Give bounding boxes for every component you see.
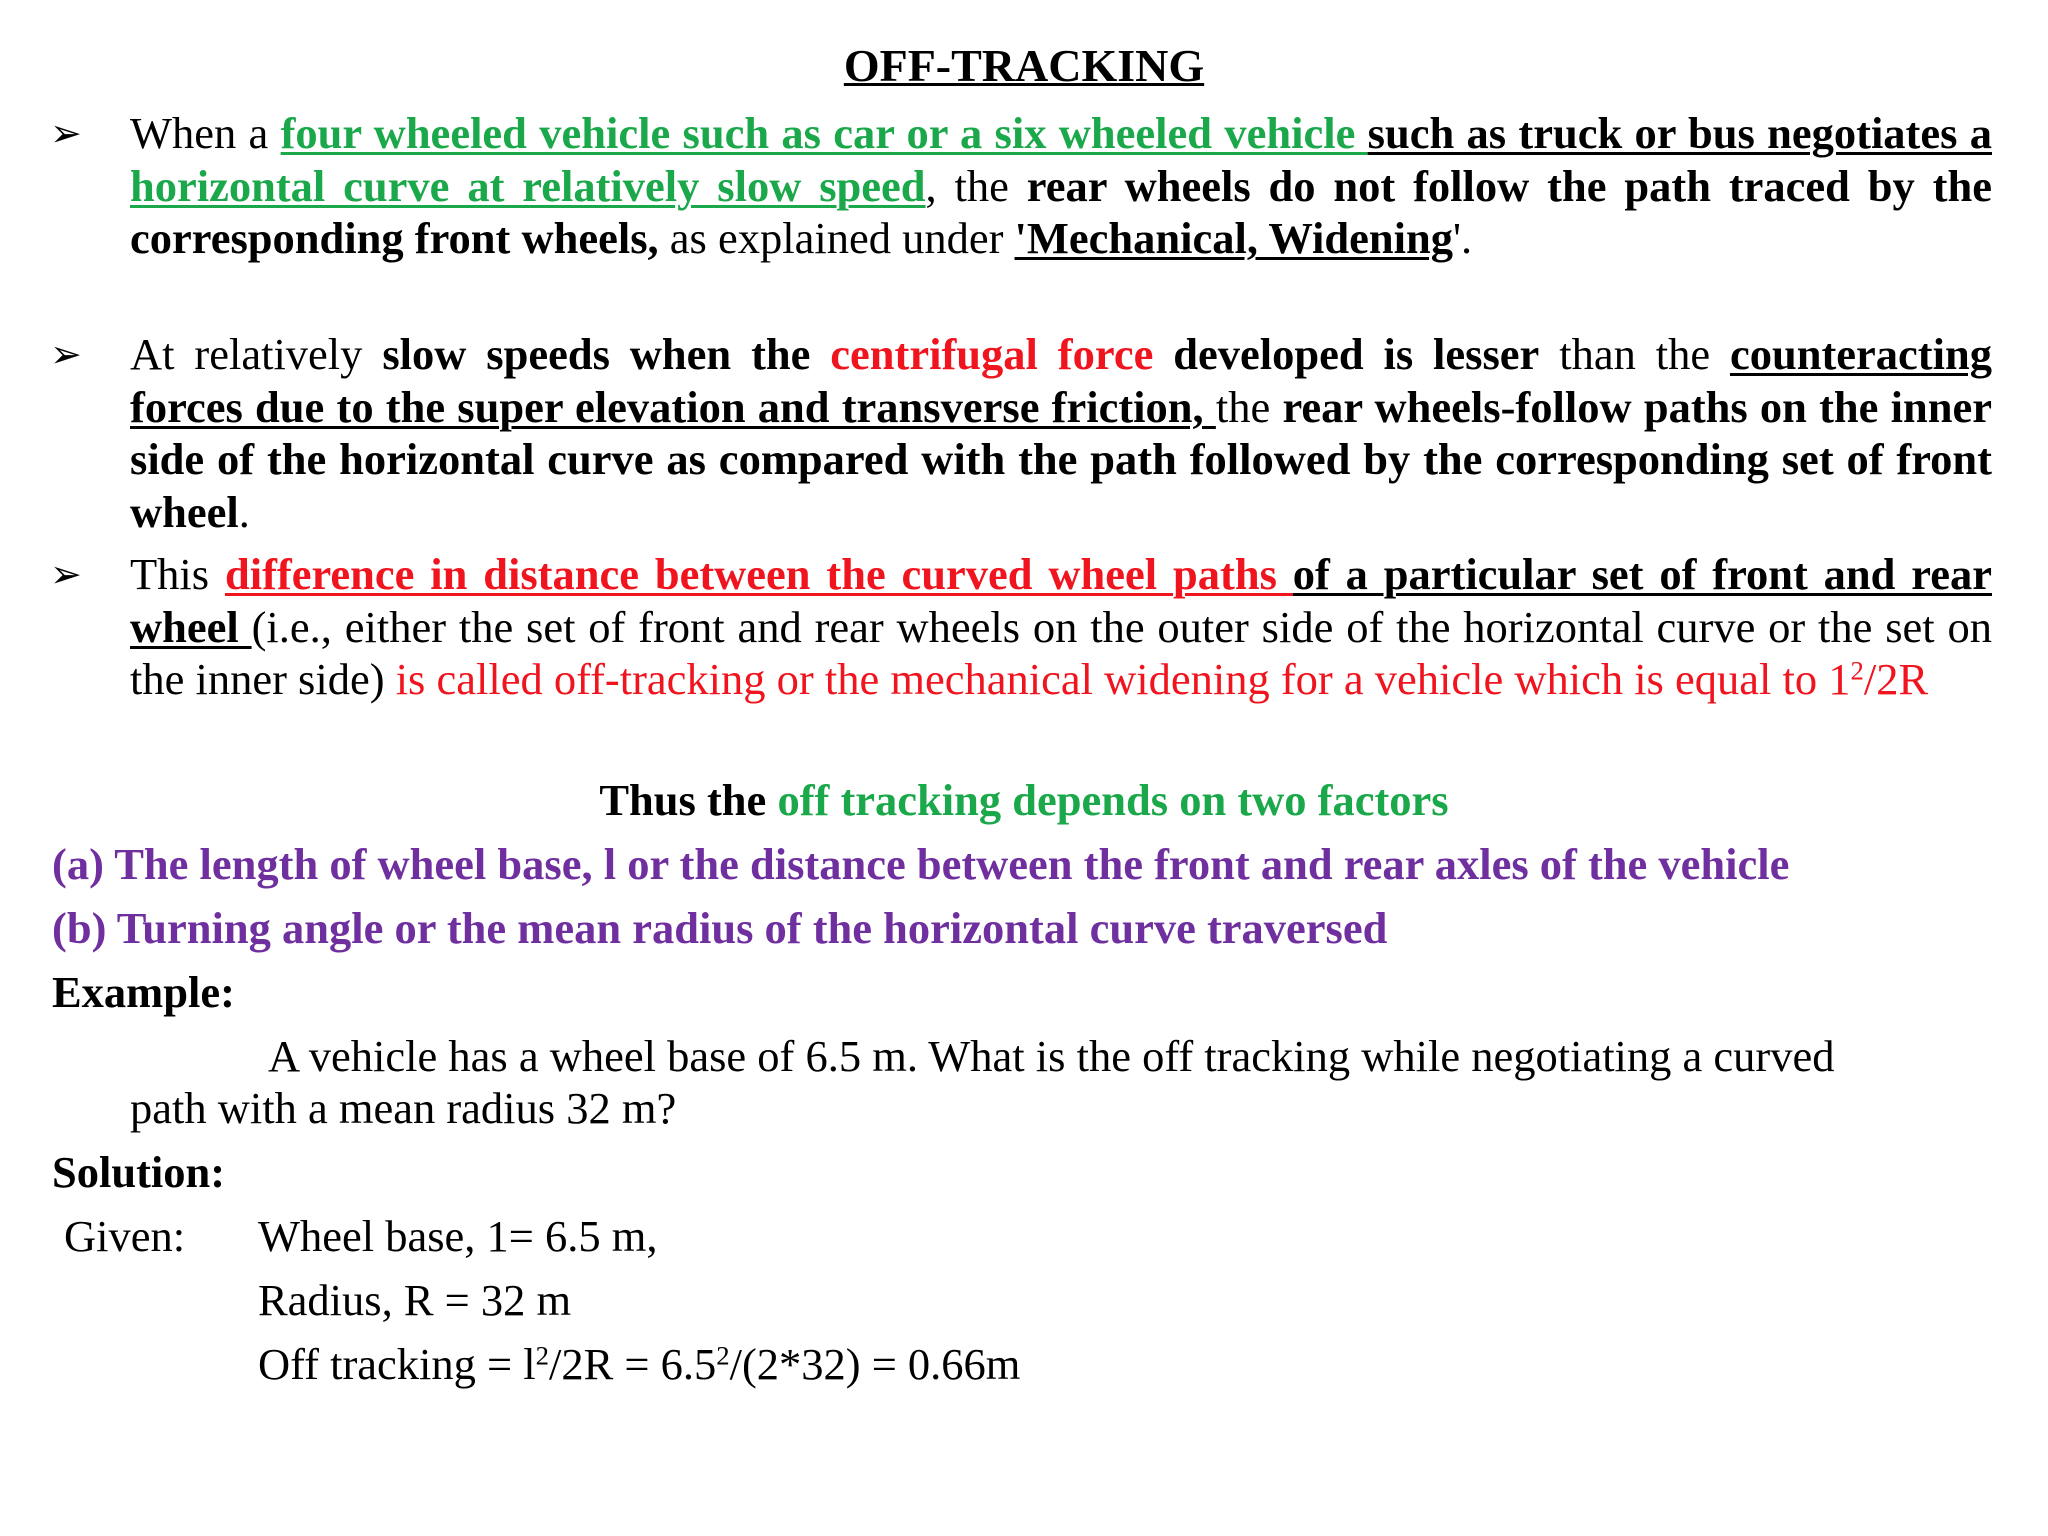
given-wheel-base: Wheel base, 1= 6.5 m, xyxy=(258,1211,658,1261)
bullet-paragraph-1: When a four wheeled vehicle such as car or a six wheeled vehicle such as truck or bus negotiates a horizontal curve at relatively slow speed, the rear wheels do not follow the path traced by the corresponding front wheels, as explained under 'Mechanical, Widening'. xyxy=(130,108,1992,264)
bullet-arrow-icon: ➢ xyxy=(50,552,82,596)
solution-heading: Solution: xyxy=(52,1147,226,1197)
factors-heading: Thus the off tracking depends on two factors xyxy=(599,775,1449,825)
page-title: OFF-TRACKING xyxy=(843,40,1205,91)
bullet-arrow-icon: ➢ xyxy=(50,332,82,376)
example-question-line-1: A vehicle has a wheel base of 6.5 m. What is the off tracking while negotiating a curved xyxy=(268,1031,1835,1081)
bullet-arrow-icon: ➢ xyxy=(50,111,82,155)
factor-a: (a) The length of wheel base, l or the distance between the front and rear axles of the vehicle xyxy=(52,839,1790,889)
given-radius: Radius, R = 32 m xyxy=(258,1275,572,1325)
bullet-paragraph-2: At relatively slow speeds when the centrifugal force developed is lesser than the counteracting forces due to the super elevation and transverse friction, the rear wheels-follow paths on the inner side of the horizontal curve as compared with the path followed by the corresponding set of front wheel. xyxy=(130,329,1993,537)
given-label: Given: xyxy=(64,1211,186,1261)
bullet-paragraph-3: This difference in distance between the curved wheel paths of a particular set of front and rear wheel (i.e., either the set of front and rear wheels on the outer side of the horizontal curve or the set on the inner side) is called off-tracking or the mechanical widening for a vehicle which is equal to $1^2/2R$ xyxy=(130,549,1992,705)
example-question-line-2: path with a mean radius 32 m? xyxy=(130,1083,677,1133)
example-heading: Example: xyxy=(52,967,235,1017)
factor-b: (b) Turning angle or the mean radius of the horizontal curve traversed xyxy=(52,903,1388,953)
off-tracking-formula: Off tracking = $l^2/2R = 6.5^2/(2*32) = 0.66m$ xyxy=(258,1339,1021,1389)
off-tracking-definition: is called off-tracking or the mechanical widening for a vehicle which is equal to $1^2/2R$ xyxy=(395,654,1929,705)
